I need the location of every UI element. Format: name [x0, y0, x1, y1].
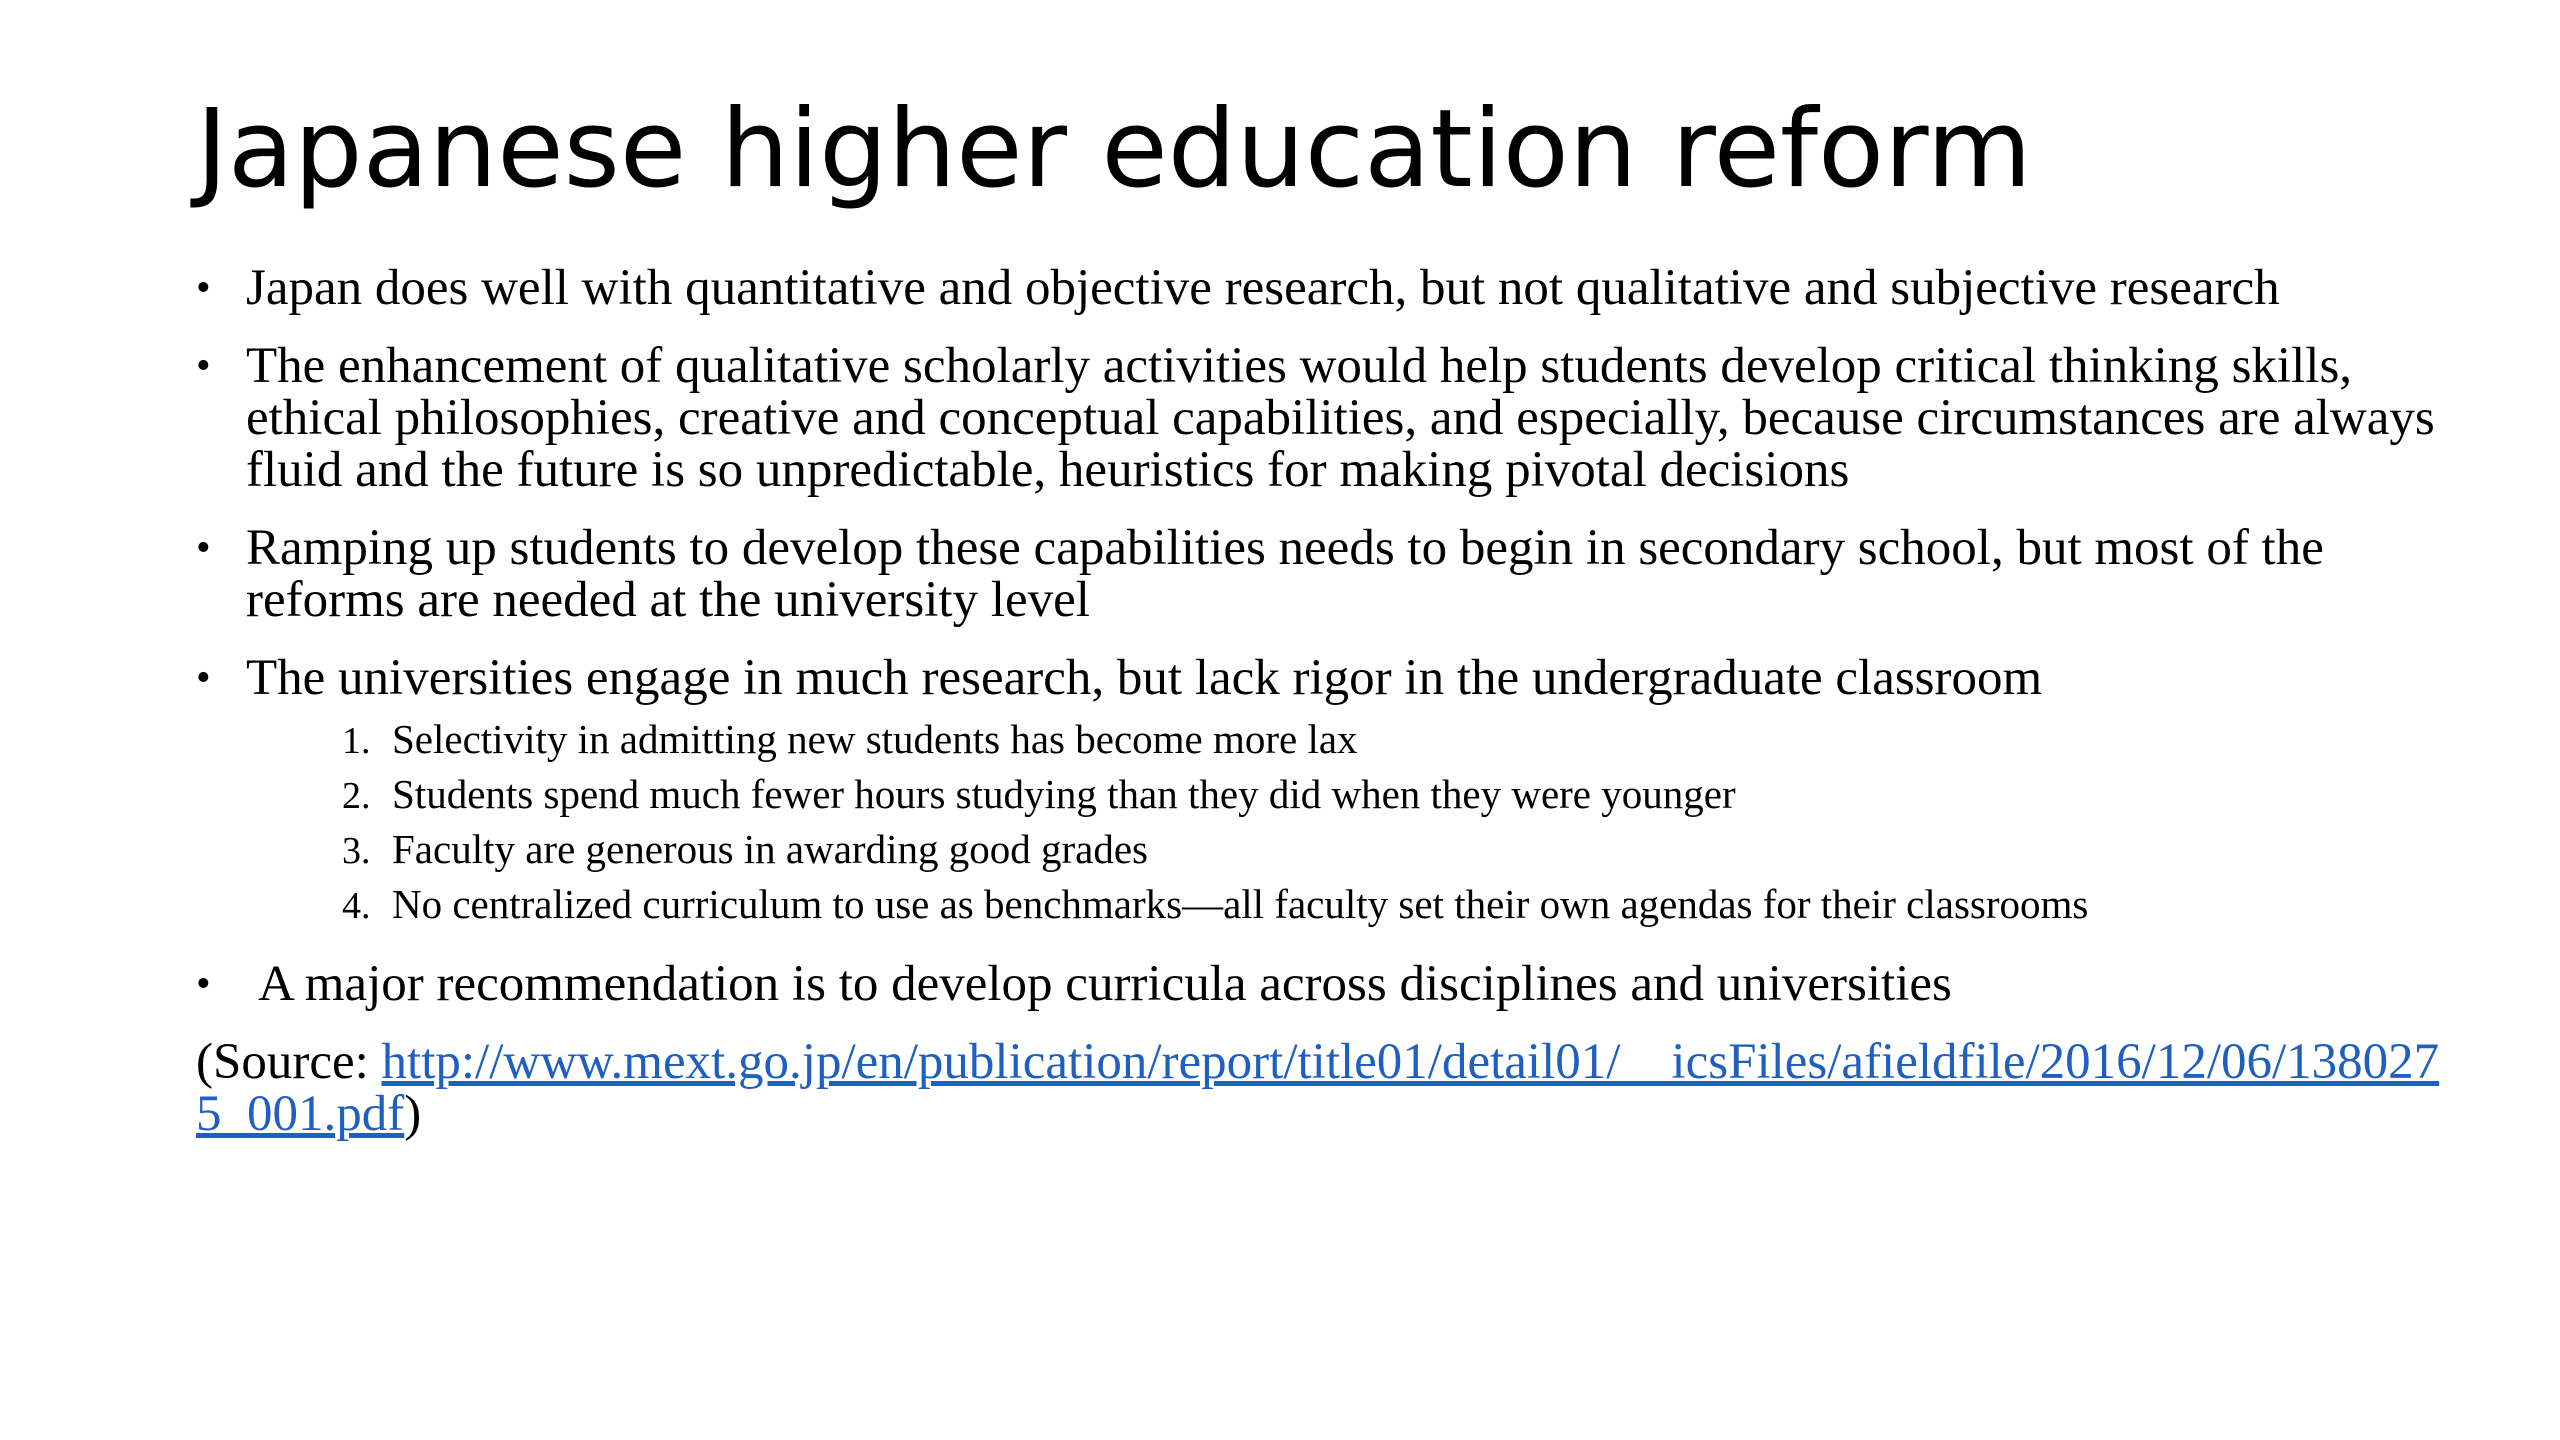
bullet-icon: • — [196, 655, 211, 701]
bullet-icon: • — [196, 343, 211, 389]
numbered-item — [246, 877, 2446, 932]
bullet-list — [196, 262, 2446, 1010]
slide-title: Japanese higher education reform — [196, 87, 2032, 212]
bullet-text: The universities engage in much research, but lack rigor in the undergraduate classroom — [246, 650, 2043, 706]
numbered-marker: 2. — [342, 775, 371, 817]
numbered-item — [246, 767, 2446, 822]
bullet-item — [196, 262, 2446, 314]
numbered-text: Faculty are generous in awarding good grades — [392, 826, 1148, 872]
slide-body — [196, 262, 2446, 1140]
bullet-icon: • — [196, 265, 211, 311]
bullet-item — [196, 652, 2446, 932]
bullet-text: A major recommendation is to develop curricula across disciplines and universities — [258, 956, 1952, 1012]
bullet-text: Ramping up students to develop these capabilities needs to begin in secondary school, but most of the reforms are needed at the university level — [246, 520, 2324, 628]
numbered-item — [246, 822, 2446, 877]
bullet-item — [196, 958, 2446, 1010]
source-citation — [196, 1036, 2446, 1140]
bullet-icon: • — [196, 525, 211, 571]
numbered-text: Selectivity in admitting new students has become more lax — [392, 716, 1358, 762]
bullet-item — [196, 522, 2446, 626]
bullet-text: Japan does well with quantitative and objective research, but not qualitative and subjective research — [246, 260, 2280, 316]
source-prefix: (Source: — [196, 1034, 382, 1090]
numbered-marker: 1. — [342, 720, 371, 762]
numbered-list — [246, 712, 2446, 932]
bullet-icon: • — [196, 961, 211, 1007]
numbered-item — [246, 712, 2446, 767]
numbered-text: No centralized curriculum to use as benchmarks—all faculty set their own agendas for their classrooms — [392, 881, 2089, 927]
bullet-item — [196, 340, 2446, 496]
numbered-marker: 3. — [342, 830, 371, 872]
bullet-text: The enhancement of qualitative scholarly activities would help students develop critical thinking skills, ethical philosophies, creative and conceptual capabilities, and especially, because circumstances are always fluid and the future is so unpredictable, heuristics for making pivotal decisions — [246, 338, 2435, 498]
numbered-marker: 4. — [342, 885, 371, 927]
source-suffix: ) — [404, 1086, 422, 1142]
numbered-text: Students spend much fewer hours studying than they did when they were younger — [392, 771, 1736, 817]
source-link[interactable]: http://www.mext.go.jp/en/publication/report/title01/detail01/__icsFiles/afieldfile/2016/12/06/1380275_001.pdf — [196, 1034, 2440, 1142]
